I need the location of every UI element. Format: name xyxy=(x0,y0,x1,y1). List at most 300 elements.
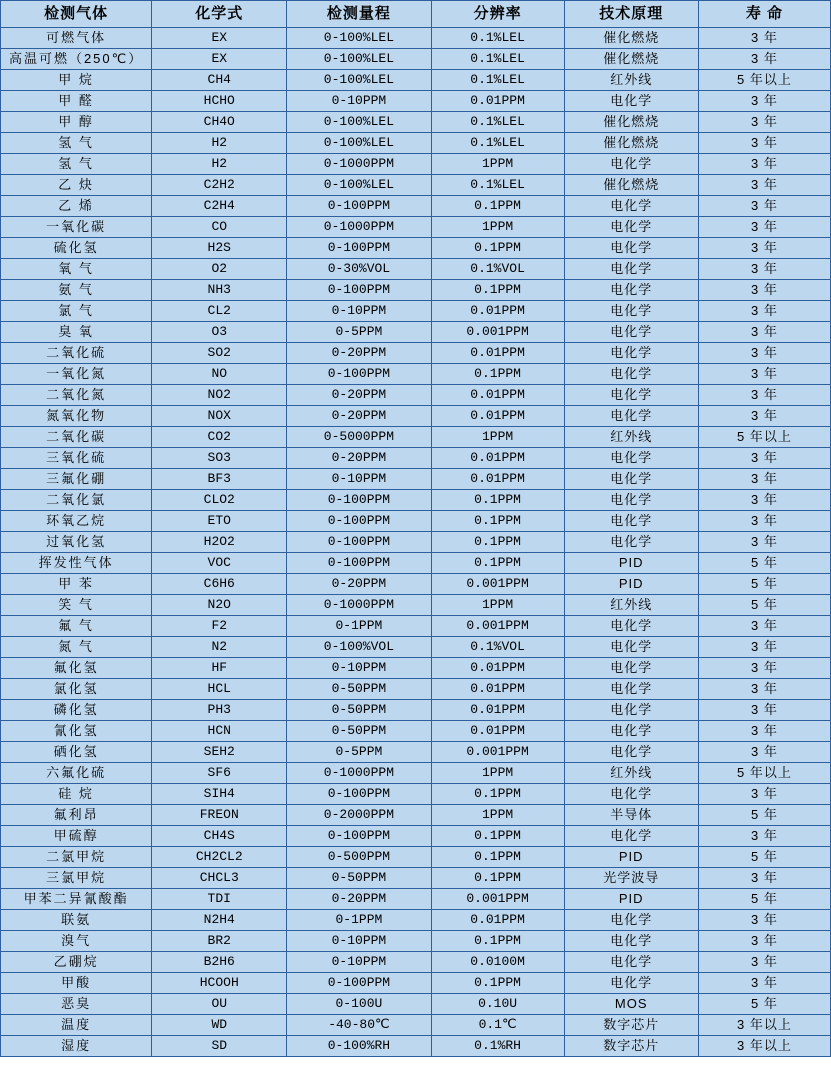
cell-formula: CO xyxy=(152,217,287,238)
cell-gas: 二氯甲烷 xyxy=(1,847,152,868)
cell-resolution: 1PPM xyxy=(431,154,564,175)
table-row xyxy=(1,847,831,868)
cell-resolution: 0.0100M xyxy=(431,952,564,973)
cell-principle: 电化学 xyxy=(564,490,698,511)
cell-resolution: 0.1PPM xyxy=(431,826,564,847)
cell-life: 3 年 xyxy=(698,28,830,49)
table-row xyxy=(1,784,831,805)
cell-resolution: 0.1%VOL xyxy=(431,259,564,280)
cell-gas: 氧 气 xyxy=(1,259,152,280)
cell-gas: 氢 气 xyxy=(1,154,152,175)
cell-formula: ETO xyxy=(152,511,287,532)
cell-resolution: 0.1PPM xyxy=(431,490,564,511)
cell-range: 0-100PPM xyxy=(287,364,431,385)
cell-formula: H2 xyxy=(152,133,287,154)
cell-principle: 电化学 xyxy=(564,154,698,175)
table-row xyxy=(1,448,831,469)
cell-principle: 电化学 xyxy=(564,385,698,406)
table-row xyxy=(1,385,831,406)
cell-gas: 三氧化硫 xyxy=(1,448,152,469)
cell-gas: 溴气 xyxy=(1,931,152,952)
cell-resolution: 0.1%VOL xyxy=(431,637,564,658)
cell-resolution: 0.1PPM xyxy=(431,364,564,385)
cell-life: 5 年以上 xyxy=(698,70,830,91)
cell-formula: O3 xyxy=(152,322,287,343)
column-header-principle: 技术原理 xyxy=(564,1,698,28)
cell-life: 5 年以上 xyxy=(698,763,830,784)
cell-principle: 电化学 xyxy=(564,826,698,847)
cell-range: 0-10PPM xyxy=(287,91,431,112)
cell-gas: 三氟化硼 xyxy=(1,469,152,490)
cell-gas: 三氯甲烷 xyxy=(1,868,152,889)
cell-life: 3 年 xyxy=(698,280,830,301)
cell-formula: NOX xyxy=(152,406,287,427)
cell-life: 3 年以上 xyxy=(698,1015,830,1036)
cell-formula: CH2CL2 xyxy=(152,847,287,868)
cell-range: 0-50PPM xyxy=(287,868,431,889)
cell-life: 3 年 xyxy=(698,910,830,931)
table-row xyxy=(1,742,831,763)
cell-formula: B2H6 xyxy=(152,952,287,973)
cell-principle: 半导体 xyxy=(564,805,698,826)
cell-gas: 六氟化硫 xyxy=(1,763,152,784)
table-row xyxy=(1,763,831,784)
table-row xyxy=(1,133,831,154)
cell-formula: SO3 xyxy=(152,448,287,469)
cell-formula: SF6 xyxy=(152,763,287,784)
table-row xyxy=(1,700,831,721)
cell-range: 0-100PPM xyxy=(287,784,431,805)
column-header-formula: 化学式 xyxy=(152,1,287,28)
cell-range: 0-100%LEL xyxy=(287,49,431,70)
table-row xyxy=(1,112,831,133)
table-header-row xyxy=(1,1,831,28)
cell-resolution: 0.1%LEL xyxy=(431,28,564,49)
table-row xyxy=(1,1015,831,1036)
cell-range: 0-100PPM xyxy=(287,553,431,574)
cell-resolution: 0.1PPM xyxy=(431,847,564,868)
cell-formula: H2O2 xyxy=(152,532,287,553)
cell-resolution: 0.1%LEL xyxy=(431,175,564,196)
cell-resolution: 0.001PPM xyxy=(431,322,564,343)
cell-principle: 电化学 xyxy=(564,637,698,658)
cell-formula: O2 xyxy=(152,259,287,280)
cell-principle: PID xyxy=(564,553,698,574)
table-row xyxy=(1,868,831,889)
cell-life: 3 年 xyxy=(698,49,830,70)
cell-life: 3 年 xyxy=(698,469,830,490)
cell-principle: 催化燃烧 xyxy=(564,133,698,154)
table-row xyxy=(1,175,831,196)
cell-gas: 氮氧化物 xyxy=(1,406,152,427)
cell-principle: 光学波导 xyxy=(564,868,698,889)
cell-gas: 氮 气 xyxy=(1,637,152,658)
cell-range: -40-80℃ xyxy=(287,1015,431,1036)
cell-principle: 电化学 xyxy=(564,721,698,742)
cell-resolution: 0.01PPM xyxy=(431,700,564,721)
cell-principle: PID xyxy=(564,574,698,595)
cell-range: 0-100PPM xyxy=(287,280,431,301)
cell-resolution: 0.01PPM xyxy=(431,721,564,742)
cell-life: 3 年 xyxy=(698,868,830,889)
cell-life: 3 年 xyxy=(698,385,830,406)
cell-range: 0-100%VOL xyxy=(287,637,431,658)
table-body xyxy=(1,28,831,1057)
cell-resolution: 1PPM xyxy=(431,763,564,784)
cell-principle: 电化学 xyxy=(564,616,698,637)
cell-gas: 一氧化碳 xyxy=(1,217,152,238)
cell-formula: HCN xyxy=(152,721,287,742)
cell-range: 0-100PPM xyxy=(287,973,431,994)
cell-resolution: 0.1PPM xyxy=(431,868,564,889)
cell-resolution: 0.01PPM xyxy=(431,448,564,469)
cell-life: 3 年 xyxy=(698,175,830,196)
cell-range: 0-1PPM xyxy=(287,910,431,931)
cell-life: 5 年 xyxy=(698,574,830,595)
cell-life: 3 年 xyxy=(698,238,830,259)
cell-formula: SO2 xyxy=(152,343,287,364)
table-row xyxy=(1,364,831,385)
table-row xyxy=(1,511,831,532)
cell-formula: OU xyxy=(152,994,287,1015)
table-row xyxy=(1,721,831,742)
cell-gas: 甲苯二异氰酸酯 xyxy=(1,889,152,910)
cell-gas: 氟利昂 xyxy=(1,805,152,826)
cell-principle: 电化学 xyxy=(564,784,698,805)
cell-gas: 硫化氢 xyxy=(1,238,152,259)
cell-gas: 温度 xyxy=(1,1015,152,1036)
cell-formula: CH4O xyxy=(152,112,287,133)
cell-life: 3 年 xyxy=(698,217,830,238)
table-row xyxy=(1,322,831,343)
cell-formula: PH3 xyxy=(152,700,287,721)
cell-life: 3 年 xyxy=(698,343,830,364)
table-row xyxy=(1,196,831,217)
cell-formula: CL2 xyxy=(152,301,287,322)
cell-principle: 红外线 xyxy=(564,70,698,91)
cell-life: 5 年 xyxy=(698,595,830,616)
cell-range: 0-1000PPM xyxy=(287,595,431,616)
cell-range: 0-100PPM xyxy=(287,238,431,259)
cell-gas: 氟 气 xyxy=(1,616,152,637)
cell-life: 3 年 xyxy=(698,973,830,994)
cell-principle: 电化学 xyxy=(564,364,698,385)
column-header-resolution: 分辨率 xyxy=(431,1,564,28)
cell-range: 0-100%LEL xyxy=(287,133,431,154)
cell-range: 0-20PPM xyxy=(287,385,431,406)
cell-gas: 挥发性气体 xyxy=(1,553,152,574)
column-header-gas: 检测气体 xyxy=(1,1,152,28)
cell-resolution: 0.1%RH xyxy=(431,1036,564,1057)
cell-formula: BF3 xyxy=(152,469,287,490)
cell-range: 0-50PPM xyxy=(287,721,431,742)
cell-resolution: 0.001PPM xyxy=(431,742,564,763)
cell-life: 5 年 xyxy=(698,553,830,574)
cell-formula: FREON xyxy=(152,805,287,826)
cell-resolution: 0.1PPM xyxy=(431,553,564,574)
cell-resolution: 0.01PPM xyxy=(431,910,564,931)
cell-gas: 氰化氢 xyxy=(1,721,152,742)
cell-principle: 电化学 xyxy=(564,259,698,280)
table-row xyxy=(1,259,831,280)
cell-formula: BR2 xyxy=(152,931,287,952)
cell-principle: 电化学 xyxy=(564,952,698,973)
cell-resolution: 0.1PPM xyxy=(431,532,564,553)
cell-resolution: 1PPM xyxy=(431,595,564,616)
cell-principle: 电化学 xyxy=(564,238,698,259)
cell-resolution: 0.001PPM xyxy=(431,889,564,910)
cell-principle: 红外线 xyxy=(564,427,698,448)
cell-gas: 可燃气体 xyxy=(1,28,152,49)
cell-gas: 氢 气 xyxy=(1,133,152,154)
cell-gas: 甲 烷 xyxy=(1,70,152,91)
cell-life: 3 年 xyxy=(698,406,830,427)
cell-principle: 催化燃烧 xyxy=(564,112,698,133)
cell-formula: F2 xyxy=(152,616,287,637)
cell-resolution: 0.1%LEL xyxy=(431,49,564,70)
cell-resolution: 0.01PPM xyxy=(431,679,564,700)
cell-life: 3 年 xyxy=(698,721,830,742)
cell-principle: 红外线 xyxy=(564,763,698,784)
cell-life: 3 年 xyxy=(698,448,830,469)
table-row xyxy=(1,910,831,931)
cell-principle: 电化学 xyxy=(564,532,698,553)
cell-formula: H2 xyxy=(152,154,287,175)
cell-resolution: 0.1%LEL xyxy=(431,112,564,133)
cell-formula: NO xyxy=(152,364,287,385)
cell-formula: WD xyxy=(152,1015,287,1036)
cell-life: 3 年 xyxy=(698,133,830,154)
cell-range: 0-10PPM xyxy=(287,952,431,973)
cell-resolution: 0.01PPM xyxy=(431,406,564,427)
cell-principle: 电化学 xyxy=(564,679,698,700)
cell-principle: 电化学 xyxy=(564,280,698,301)
cell-gas: 乙 炔 xyxy=(1,175,152,196)
cell-life: 3 年 xyxy=(698,511,830,532)
cell-gas: 硅 烷 xyxy=(1,784,152,805)
cell-gas: 硒化氢 xyxy=(1,742,152,763)
cell-gas: 甲 醇 xyxy=(1,112,152,133)
table-row xyxy=(1,826,831,847)
cell-life: 5 年 xyxy=(698,994,830,1015)
cell-resolution: 0.1PPM xyxy=(431,238,564,259)
cell-formula: CH4S xyxy=(152,826,287,847)
table-row xyxy=(1,805,831,826)
cell-life: 3 年 xyxy=(698,658,830,679)
cell-gas: 笑 气 xyxy=(1,595,152,616)
cell-resolution: 0.1PPM xyxy=(431,196,564,217)
cell-resolution: 0.1%LEL xyxy=(431,70,564,91)
cell-resolution: 0.1PPM xyxy=(431,784,564,805)
cell-range: 0-5PPM xyxy=(287,322,431,343)
cell-formula: C2H4 xyxy=(152,196,287,217)
cell-principle: 电化学 xyxy=(564,322,698,343)
cell-formula: EX xyxy=(152,28,287,49)
cell-principle: 电化学 xyxy=(564,742,698,763)
table-row xyxy=(1,469,831,490)
cell-gas: 高温可燃（250℃） xyxy=(1,49,152,70)
cell-range: 0-5PPM xyxy=(287,742,431,763)
cell-formula: C6H6 xyxy=(152,574,287,595)
cell-resolution: 0.01PPM xyxy=(431,91,564,112)
cell-principle: 电化学 xyxy=(564,448,698,469)
cell-gas: 甲酸 xyxy=(1,973,152,994)
cell-life: 3 年 xyxy=(698,259,830,280)
table-row xyxy=(1,658,831,679)
cell-range: 0-50PPM xyxy=(287,679,431,700)
cell-formula: SD xyxy=(152,1036,287,1057)
cell-life: 3 年 xyxy=(698,679,830,700)
cell-life: 3 年 xyxy=(698,637,830,658)
cell-range: 0-20PPM xyxy=(287,889,431,910)
cell-principle: 电化学 xyxy=(564,910,698,931)
cell-gas: 甲 醛 xyxy=(1,91,152,112)
cell-formula: CH4 xyxy=(152,70,287,91)
cell-range: 0-100PPM xyxy=(287,490,431,511)
cell-principle: 电化学 xyxy=(564,196,698,217)
cell-resolution: 0.01PPM xyxy=(431,469,564,490)
cell-principle: 催化燃烧 xyxy=(564,49,698,70)
cell-range: 0-30%VOL xyxy=(287,259,431,280)
cell-principle: 电化学 xyxy=(564,301,698,322)
cell-resolution: 0.1℃ xyxy=(431,1015,564,1036)
cell-range: 0-100PPM xyxy=(287,532,431,553)
cell-resolution: 0.01PPM xyxy=(431,385,564,406)
cell-range: 0-1000PPM xyxy=(287,154,431,175)
cell-gas: 氟化氢 xyxy=(1,658,152,679)
cell-life: 3 年 xyxy=(698,364,830,385)
table-row xyxy=(1,973,831,994)
cell-formula: TDI xyxy=(152,889,287,910)
cell-principle: MOS xyxy=(564,994,698,1015)
cell-resolution: 0.01PPM xyxy=(431,343,564,364)
table-row xyxy=(1,679,831,700)
cell-range: 0-20PPM xyxy=(287,448,431,469)
cell-life: 5 年以上 xyxy=(698,427,830,448)
cell-gas: 氯化氢 xyxy=(1,679,152,700)
cell-principle: 电化学 xyxy=(564,91,698,112)
cell-gas: 二氧化碳 xyxy=(1,427,152,448)
cell-gas: 氨 气 xyxy=(1,280,152,301)
cell-principle: PID xyxy=(564,889,698,910)
cell-range: 0-100%LEL xyxy=(287,70,431,91)
cell-formula: HF xyxy=(152,658,287,679)
cell-range: 0-20PPM xyxy=(287,574,431,595)
table-row xyxy=(1,427,831,448)
cell-range: 0-5000PPM xyxy=(287,427,431,448)
cell-formula: N2O xyxy=(152,595,287,616)
table-row xyxy=(1,280,831,301)
cell-principle: 电化学 xyxy=(564,658,698,679)
cell-resolution: 0.001PPM xyxy=(431,574,564,595)
table-row xyxy=(1,931,831,952)
table-row xyxy=(1,301,831,322)
cell-gas: 臭 氧 xyxy=(1,322,152,343)
cell-range: 0-2000PPM xyxy=(287,805,431,826)
table-row xyxy=(1,154,831,175)
cell-principle: 电化学 xyxy=(564,700,698,721)
cell-life: 3 年 xyxy=(698,301,830,322)
table-row xyxy=(1,406,831,427)
cell-range: 0-100PPM xyxy=(287,196,431,217)
cell-formula: EX xyxy=(152,49,287,70)
cell-formula: N2H4 xyxy=(152,910,287,931)
table-row xyxy=(1,595,831,616)
cell-formula: HCHO xyxy=(152,91,287,112)
cell-formula: NO2 xyxy=(152,385,287,406)
cell-life: 3 年 xyxy=(698,196,830,217)
table-row xyxy=(1,343,831,364)
table-row xyxy=(1,574,831,595)
cell-principle: 数字芯片 xyxy=(564,1015,698,1036)
cell-formula: HCOOH xyxy=(152,973,287,994)
table-row xyxy=(1,28,831,49)
cell-life: 5 年 xyxy=(698,889,830,910)
table-row xyxy=(1,637,831,658)
table-row xyxy=(1,532,831,553)
column-header-life: 寿 命 xyxy=(698,1,830,28)
cell-range: 0-100%LEL xyxy=(287,175,431,196)
table-row xyxy=(1,994,831,1015)
cell-gas: 二氧化氯 xyxy=(1,490,152,511)
cell-formula: CO2 xyxy=(152,427,287,448)
cell-range: 0-10PPM xyxy=(287,931,431,952)
cell-resolution: 0.1%LEL xyxy=(431,133,564,154)
cell-principle: 催化燃烧 xyxy=(564,175,698,196)
cell-range: 0-10PPM xyxy=(287,301,431,322)
cell-principle: 红外线 xyxy=(564,595,698,616)
cell-range: 0-100PPM xyxy=(287,826,431,847)
cell-gas: 乙硼烷 xyxy=(1,952,152,973)
cell-range: 0-100PPM xyxy=(287,511,431,532)
cell-principle: 电化学 xyxy=(564,931,698,952)
cell-life: 3 年 xyxy=(698,826,830,847)
cell-principle: 电化学 xyxy=(564,343,698,364)
cell-gas: 甲 苯 xyxy=(1,574,152,595)
table-row xyxy=(1,238,831,259)
cell-range: 0-100U xyxy=(287,994,431,1015)
cell-resolution: 0.10U xyxy=(431,994,564,1015)
cell-range: 0-1000PPM xyxy=(287,217,431,238)
column-header-range: 检测量程 xyxy=(287,1,431,28)
cell-formula: SIH4 xyxy=(152,784,287,805)
cell-formula: SEH2 xyxy=(152,742,287,763)
cell-formula: VOC xyxy=(152,553,287,574)
cell-life: 3 年 xyxy=(698,931,830,952)
cell-gas: 二氧化氮 xyxy=(1,385,152,406)
cell-life: 3 年 xyxy=(698,490,830,511)
cell-range: 0-10PPM xyxy=(287,658,431,679)
cell-gas: 甲硫醇 xyxy=(1,826,152,847)
cell-range: 0-1PPM xyxy=(287,616,431,637)
cell-gas: 过氧化氢 xyxy=(1,532,152,553)
cell-life: 3 年 xyxy=(698,154,830,175)
cell-resolution: 0.01PPM xyxy=(431,658,564,679)
cell-resolution: 0.1PPM xyxy=(431,931,564,952)
cell-gas: 环氧乙烷 xyxy=(1,511,152,532)
cell-range: 0-100%LEL xyxy=(287,112,431,133)
table-row xyxy=(1,490,831,511)
table-row xyxy=(1,70,831,91)
cell-gas: 氯 气 xyxy=(1,301,152,322)
cell-principle: 电化学 xyxy=(564,406,698,427)
cell-resolution: 1PPM xyxy=(431,427,564,448)
cell-formula: C2H2 xyxy=(152,175,287,196)
cell-formula: NH3 xyxy=(152,280,287,301)
cell-life: 3 年以上 xyxy=(698,1036,830,1057)
cell-resolution: 0.1PPM xyxy=(431,511,564,532)
cell-resolution: 1PPM xyxy=(431,217,564,238)
